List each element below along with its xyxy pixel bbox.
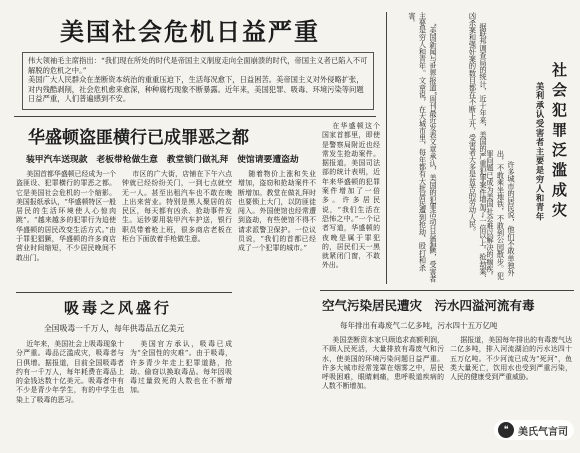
- article-washington-col3: [238, 170, 316, 440]
- side-col3: [486, 150, 516, 284]
- article-pollution-col1-text: 美国垄断资本家只顾追求高额利润，不顾人民死活，大量排放有毒废气和污水，使美国的环境污染问题日益严重。许多大城市经常笼罩在烟雾之中，居民呼吸困难，眼睛刺痛，患呼吸道疾病的人数不断增加。: [322, 336, 444, 391]
- main-headline: 美国社会危机日益严重: [60, 17, 320, 46]
- intro-body: 美国广大人民群众在垄断资本统治的重重压迫下，生活每况愈下，日益困苦。美帝国主义对外侵略扩张，对内残酷剥削，社会危机愈来愈深，种种腐朽现象不断暴露。近年来，美国犯罪、吸毒、环境污染等问题日益严重，人们普遍感到不安。: [28, 75, 364, 104]
- divider-rule: [386, 12, 387, 284]
- article-drugs-col2-text: 美国官方承认，吸毒已成为“全国性的灾难”。由于吸毒，许多青少年走上犯罪道路，抢劫、偷窃以换取毒品。每年因吸毒过量致死的人数也在不断增加。: [130, 340, 232, 395]
- watermark-badge: [494, 420, 574, 440]
- article-pollution-col1: [322, 336, 444, 444]
- side-col1: [392, 12, 438, 284]
- divider-rule: [16, 292, 232, 293]
- watermark-text: 美氏气言司: [518, 426, 568, 438]
- article-washington-kicker: 装甲汽车送现款 老板带枪做生意 教堂锁门做礼拜 使馆请要遭盗劫: [26, 155, 299, 165]
- side-col2-text: 据联邦调查局的统计，近十年来，美国的严重犯罪案件增加了一倍以上。抢劫案、凶杀案和强奸案的数目都在不断上升，受害者大多是贫苦的劳动人民。: [468, 12, 488, 282]
- side-col3-text: 许多城市的居民说，他们不敢单独外出，不敢乘坐地铁，不敢到公园散步。犯罪问题已成为美国社会难以解决的痼疾。: [486, 150, 516, 280]
- side-article-subtitle: 美利承认受害者主要是穷人和青年: [535, 82, 545, 222]
- article-pollution-col2-text: 据报道，美国每年排出的有毒废气达二亿多吨，排入河流湖泊的污水达四十五万亿吨。不少河流已成为“死河”，鱼类大量死亡，饮用水也受到严重污染，人民的健康受到严重威胁。: [450, 336, 572, 382]
- middle-column-text: 在华盛顿这个国家首都里，即使是警察局附近也经常发生抢劫案件。据报道，美国司法部的统计表明，近年来华盛顿的犯罪案件增加了一倍多。许多居民说，“我们生活在恐怖之中。”一个记者写道，华盛顿的夜晚是属于罪犯的，居民们天一黑就紧闭门窗，不敢外出。: [322, 122, 380, 270]
- side-col2: [442, 12, 488, 284]
- article-pollution-col2: [450, 336, 572, 416]
- divider-rule: [14, 116, 376, 117]
- divider-rule: [320, 290, 574, 291]
- intro-quote-box: [22, 52, 374, 110]
- article-pollution-title: 空气污染居民遭灾 污水四溢河流有毒: [322, 298, 535, 313]
- article-washington-col2: [122, 170, 232, 288]
- side-article-title: 社会犯罪泛滥成灾: [550, 62, 568, 222]
- intro-quote: 伟大领袖毛主席指出：“我们现在所处的时代是帝国主义制度走向全面崩溃的时代，帝国主义者已陷入不可解脱的危机之中。”: [28, 56, 368, 75]
- middle-column: [322, 122, 380, 290]
- article-pollution-kicker: 每年排出有毒废气二亿多吨，污水四十五万亿吨: [340, 321, 498, 330]
- article-drugs-kicker: 全国吸毒一千万人，每年供毒品五亿美元: [44, 324, 185, 333]
- article-drugs-col2: [130, 340, 232, 444]
- article-washington-col2-text: 市区的广大街，店铺在下午六点钟就已经纷纷关门，一到七点就空无一人。甚至出租汽车也不敢在晚上出来营业。特别是黑人聚居的贫民区，每天都有凶杀、抢劫事件发生。运钞要用装甲汽车护送，银行职员带着枪上班，很多商店老板在柜台下面放着手枪做生意。: [122, 170, 232, 244]
- article-drugs-title: 吸毒之风盛行: [64, 299, 173, 317]
- article-washington-title: 华盛顿盗匪横行已成罪恶之都: [28, 128, 249, 148]
- article-drugs-col1: [16, 340, 124, 444]
- article-washington-col1-text: 美国首都华盛顿已经成为一个盗匪设、犯罪横行的罪恶之都。它是美国社会危机的一个缩影。美国报纸承认，“华盛顿特区一般居民的生活环境使人心惊肉跳”。“越来越多的犯罪行为迫使华盛顿的居民改变生活方式。”由于罪犯猖獗，华盛顿的许多商店营业时间缩短，不少居民晚间不敢出门。: [16, 170, 116, 262]
- article-washington-col3-text: 随着物价上涨和失业增加，盗窃和抢劫案件不断增加。教堂在做礼拜时也要锁上大门，以防匪徒闯入。外国使馆也经常遭到盗劫，有些使馆不得不请求派警卫保护。一位议员说，“我们的首都已经成了一个犯罪的城市。”: [238, 170, 316, 253]
- article-washington-col1: [16, 170, 116, 288]
- chat-bubble-icon: ❝: [498, 422, 514, 438]
- article-drugs-col1-text: 近年来，美国社会上吸毒现象十分严重。毒品泛滥成灾，吸毒者与日俱增。据报道，目前全国吸毒者约有一千万人，每年耗费在毒品上的金钱达数十亿美元。吸毒者中有不少是青少年学生，有的中学生也染上了吸毒的恶习。: [16, 340, 124, 404]
- side-col1-text: “美国新闻与世界报道”周刊最近发表文章承认，美国的犯罪活动日益猖獗，受害者主要是穷人和青年。文章说，在大城市里，每年都有大批居民遭到抢劫、殴打和杀害。: [408, 12, 438, 283]
